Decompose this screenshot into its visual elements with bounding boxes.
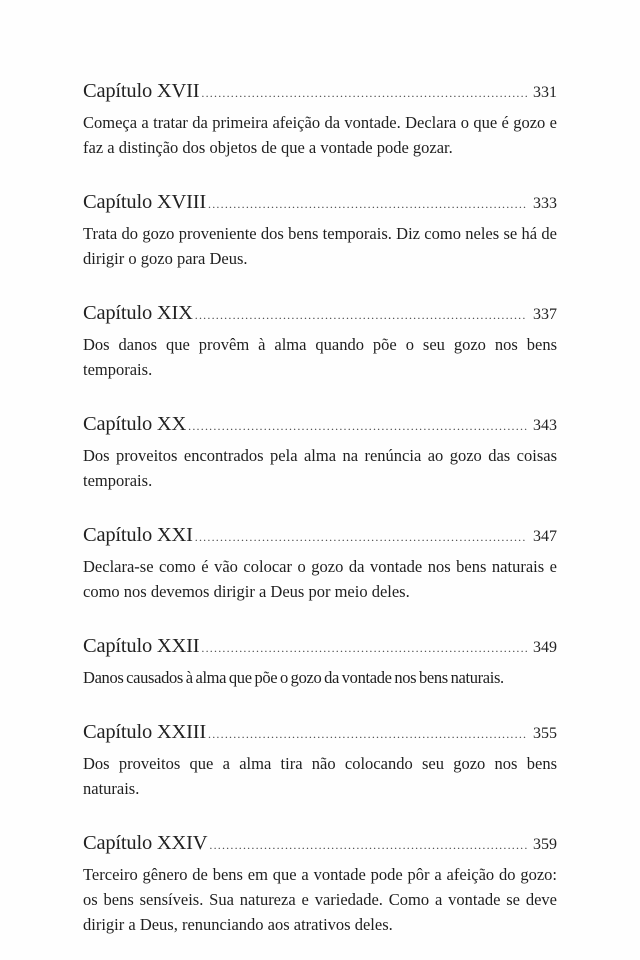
toc-heading-row[interactable] — [83, 516, 557, 554]
toc-heading-row[interactable] — [83, 713, 557, 751]
toc-heading-row[interactable] — [83, 72, 557, 110]
chapter-summary: Danos causados à alma que põe o gozo da vontade nos bens naturais. — [83, 668, 504, 687]
chapter-summary: Terceiro gênero de bens em que a vontade pode pôr a afeição do gozo: os bens sensíveis. Sua natureza e variedade. Como a vontade se deve dirigir a Deus, renunciando aos atrativos deles. — [83, 865, 557, 934]
page-number: 343 — [533, 417, 557, 434]
chapter-title: Capítulo XXIV — [83, 832, 208, 854]
dot-leader — [208, 715, 527, 751]
dot-leader — [195, 518, 527, 554]
page-number: 337 — [533, 306, 557, 323]
toc-entry — [83, 627, 557, 690]
toc-heading-row[interactable] — [83, 294, 557, 332]
dot-leader — [201, 74, 527, 110]
page-number: 355 — [533, 725, 557, 742]
page-number: 349 — [533, 639, 557, 656]
chapter-summary: Dos proveitos que a alma tira não colocando seu gozo nos bens naturais. — [83, 754, 557, 798]
dot-leader — [208, 185, 527, 221]
page-number: 331 — [533, 84, 557, 101]
page-number: 347 — [533, 528, 557, 545]
toc-entry — [83, 516, 557, 604]
toc-entry — [83, 405, 557, 493]
chapter-title: Capítulo XXIII — [83, 721, 207, 743]
chapter-title: Capítulo XXII — [83, 635, 200, 657]
chapter-summary: Dos danos que provêm à alma quando põe o seu gozo nos bens temporais. — [83, 335, 557, 379]
dot-leader — [209, 826, 527, 862]
chapter-title: Capítulo XXI — [83, 524, 193, 546]
toc-entry — [83, 183, 557, 271]
chapter-title: Capítulo XVII — [83, 80, 200, 102]
chapter-title: Capítulo XX — [83, 413, 187, 435]
chapter-summary: Trata do gozo proveniente dos bens temporais. Diz como neles se há de dirigir o gozo para Deus. — [83, 224, 557, 268]
chapter-title: Capítulo XVIII — [83, 191, 207, 213]
chapter-summary: Começa a tratar da primeira afeição da vontade. Declara o que é gozo e faz a distinção dos objetos de que a vontade pode gozar. — [83, 113, 557, 157]
toc-entry — [83, 824, 557, 937]
chapter-title: Capítulo XIX — [83, 302, 193, 324]
toc-entry — [83, 294, 557, 382]
dot-leader — [195, 296, 527, 332]
page-number: 333 — [533, 195, 557, 212]
toc-heading-row[interactable] — [83, 405, 557, 443]
table-of-contents — [83, 72, 557, 960]
dot-leader — [188, 407, 527, 443]
toc-heading-row[interactable] — [83, 183, 557, 221]
toc-entry — [83, 72, 557, 160]
toc-heading-row[interactable] — [83, 824, 557, 862]
page-number: 359 — [533, 836, 557, 853]
dot-leader — [201, 629, 527, 665]
toc-entry — [83, 713, 557, 801]
chapter-summary: Declara-se como é vão colocar o gozo da vontade nos bens naturais e como nos devemos dirigir a Deus por meio deles. — [83, 557, 557, 601]
toc-heading-row[interactable] — [83, 627, 557, 665]
chapter-summary: Dos proveitos encontrados pela alma na renúncia ao gozo das coisas temporais. — [83, 446, 557, 490]
